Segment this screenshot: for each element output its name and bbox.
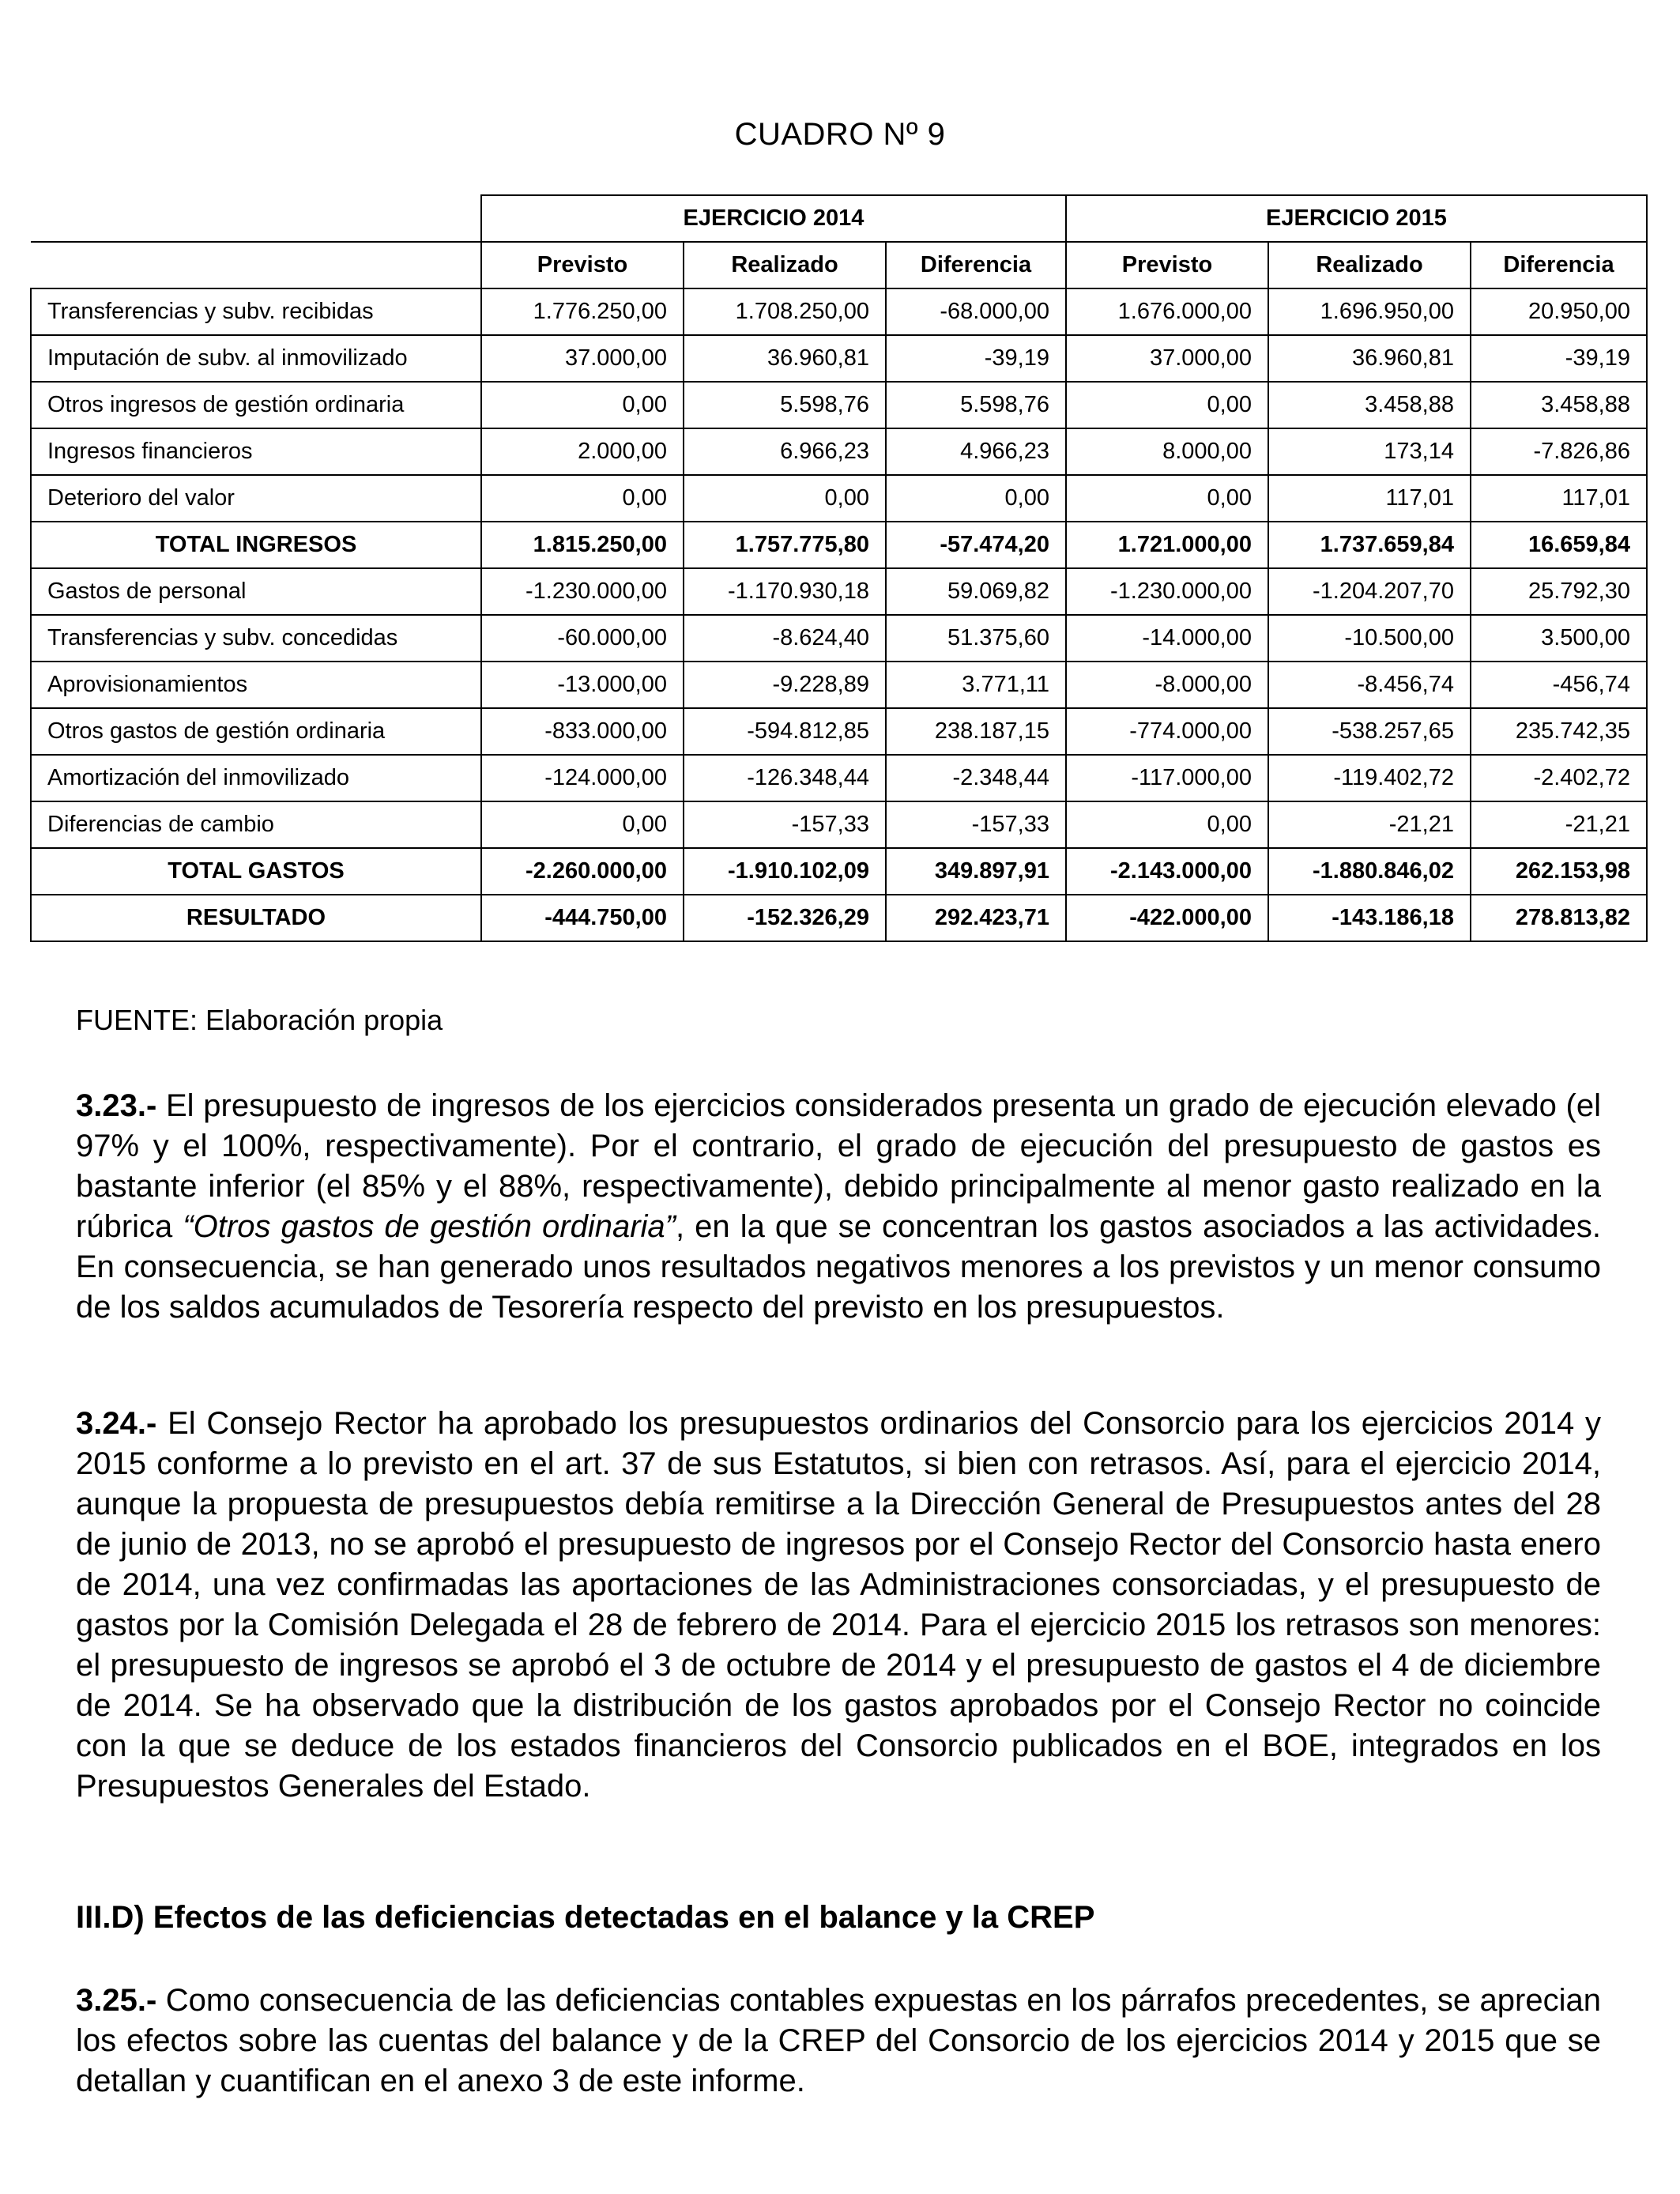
cell-value: -1.170.930,18 (684, 568, 886, 615)
cell-value: -21,21 (1471, 801, 1647, 848)
row-label: Deterioro del valor (31, 475, 481, 522)
row-label: Transferencias y subv. concedidas (31, 615, 481, 662)
row-label: Aprovisionamientos (31, 662, 481, 708)
cell-value: 5.598,76 (886, 382, 1066, 428)
cell-value: 238.187,15 (886, 708, 1066, 755)
cell-value: -833.000,00 (481, 708, 684, 755)
cell-value: -117.000,00 (1066, 755, 1268, 801)
cell-value: -39,19 (1471, 335, 1647, 382)
cell-value: 1.737.659,84 (1268, 522, 1471, 568)
paragraph-number: 3.24.- (76, 1406, 157, 1441)
cell-value: -60.000,00 (481, 615, 684, 662)
sub-header-row (31, 242, 1647, 288)
cell-value: -124.000,00 (481, 755, 684, 801)
cell-value: -1.230.000,00 (1066, 568, 1268, 615)
cell-value: -8.624,40 (684, 615, 886, 662)
row-label: Ingresos financieros (31, 428, 481, 475)
table-row (31, 615, 1647, 662)
cell-value: 1.708.250,00 (684, 288, 886, 335)
cell-value: 117,01 (1268, 475, 1471, 522)
cell-value: 292.423,71 (886, 895, 1066, 941)
paragraph-number: 3.25.- (76, 1983, 157, 2018)
cell-value: 1.757.775,80 (684, 522, 886, 568)
cell-value: -8.000,00 (1066, 662, 1268, 708)
cell-value: 1.696.950,00 (1268, 288, 1471, 335)
table-row (31, 662, 1647, 708)
cell-value: 1.721.000,00 (1066, 522, 1268, 568)
col-header: Diferencia (886, 242, 1066, 288)
cell-value: -1.204.207,70 (1268, 568, 1471, 615)
cell-value: 117,01 (1471, 475, 1647, 522)
paragraph-text: Como consecuencia de las deficiencias contables expuestas en los párrafos precedentes, se aprecian los efectos sobre las cuentas del balance y de la CREP del Consorcio de los ejercicios 2014 y 2015 que se detallan y cuantifican en el anexo 3 de este informe. (76, 1983, 1601, 2098)
cell-value: 59.069,82 (886, 568, 1066, 615)
col-header: Realizado (1268, 242, 1471, 288)
cell-value: -157,33 (684, 801, 886, 848)
row-label: Transferencias y subv. recibidas (31, 288, 481, 335)
cell-value: -152.326,29 (684, 895, 886, 941)
cell-value: -10.500,00 (1268, 615, 1471, 662)
paragraph-italic: “Otros gastos de gestión ordinaria” (183, 1209, 676, 1244)
blank-corner (31, 242, 481, 288)
paragraph-text: El presupuesto de ingresos de los ejercicios considerados presenta un grado de ejecución elevado (el 97% y el 100%, respectivamente). Por el contrario, el grado de ejecución del presupuesto de gastos es bastante inferior (el 85% y el 88%, respectivamente), debido principalmente al menor gasto realizado en la rúbrica (76, 1088, 1601, 1244)
group-header-row (31, 195, 1647, 242)
cell-value: 36.960,81 (1268, 335, 1471, 382)
cell-value: 235.742,35 (1471, 708, 1647, 755)
cell-value: 6.966,23 (684, 428, 886, 475)
group-header-2014: EJERCICIO 2014 (481, 195, 1066, 242)
cell-value: 1.676.000,00 (1066, 288, 1268, 335)
cell-value: 0,00 (886, 475, 1066, 522)
cell-value: -39,19 (886, 335, 1066, 382)
table-row (31, 335, 1647, 382)
table-row (31, 801, 1647, 848)
table-row (31, 288, 1647, 335)
cell-value: 37.000,00 (1066, 335, 1268, 382)
table-row (31, 708, 1647, 755)
col-header: Previsto (1066, 242, 1268, 288)
paragraph-text: El Consejo Rector ha aprobado los presupuestos ordinarios del Consorcio para los ejercicios 2014 y 2015 conforme a lo previsto en el art. 37 de sus Estatutos, si bien con retrasos. Así, para el ejercicio 2014, aunque la propuesta de presupuestos debía remitirse a la Dirección General de Presupuestos antes del 28 de junio de 2013, no se aprobó el presupuesto de ingresos por el Consejo Rector del Consorcio hasta enero de 2014, una vez confirmadas las aportaciones de las Administraciones consorciadas, y el presupuesto de gastos por la Comisión Delegada el 28 de febrero de 2014. Para el ejercicio 2015 los retrasos son menores: el presupuesto de ingresos se aprobó el 3 de octubre de 2014 y el presupuesto de gastos el 4 de diciembre de 2014. Se ha observado que la distribución de los gastos aprobados por el Consejo Rector no coincide con la que se deduce de los estados financieros del Consorcio publicados en el BOE, integrados en los Presupuestos Generales del Estado. (76, 1406, 1601, 1804)
paragraph-3-23 (76, 1086, 1601, 1328)
cell-value: -444.750,00 (481, 895, 684, 941)
row-label: Otros ingresos de gestión ordinaria (31, 382, 481, 428)
cell-value: -456,74 (1471, 662, 1647, 708)
cell-value: -1.880.846,02 (1268, 848, 1471, 895)
paragraph-text: , en la que se concentran los gastos asociados a las actividades. En consecuencia, se han generado unos resultados negativos menores a los previstos y un menor consumo de los saldos acumulados de Tesorería respecto del previsto en los presupuestos. (76, 1209, 1601, 1325)
cell-value: -14.000,00 (1066, 615, 1268, 662)
cell-value: 349.897,91 (886, 848, 1066, 895)
cell-value: 16.659,84 (1471, 522, 1647, 568)
cell-value: 20.950,00 (1471, 288, 1647, 335)
cell-value: 25.792,30 (1471, 568, 1647, 615)
cell-value: -2.260.000,00 (481, 848, 684, 895)
table-row (31, 475, 1647, 522)
cell-value: -1.910.102,09 (684, 848, 886, 895)
row-label: Imputación de subv. al inmovilizado (31, 335, 481, 382)
cell-value: 8.000,00 (1066, 428, 1268, 475)
cell-value: 5.598,76 (684, 382, 886, 428)
cell-value: -422.000,00 (1066, 895, 1268, 941)
cell-value: -143.186,18 (1268, 895, 1471, 941)
cell-value: -8.456,74 (1268, 662, 1471, 708)
cell-value: 51.375,60 (886, 615, 1066, 662)
cell-value: -7.826,86 (1471, 428, 1647, 475)
cell-value: 0,00 (481, 801, 684, 848)
cell-value: 0,00 (1066, 382, 1268, 428)
row-label: Gastos de personal (31, 568, 481, 615)
cell-value: 0,00 (481, 382, 684, 428)
cell-value: 0,00 (1066, 475, 1268, 522)
table-row (31, 568, 1647, 615)
cell-value: 36.960,81 (684, 335, 886, 382)
paragraph-3-25 (76, 1981, 1601, 2102)
cell-value: -119.402,72 (1268, 755, 1471, 801)
blank-corner (31, 195, 481, 242)
cell-value: -2.143.000,00 (1066, 848, 1268, 895)
table-row (31, 895, 1647, 941)
cell-value: -68.000,00 (886, 288, 1066, 335)
cell-value: 1.776.250,00 (481, 288, 684, 335)
cell-value: 1.815.250,00 (481, 522, 684, 568)
cell-value: 0,00 (481, 475, 684, 522)
cell-value: 4.966,23 (886, 428, 1066, 475)
row-label: Otros gastos de gestión ordinaria (31, 708, 481, 755)
cell-value: 3.771,11 (886, 662, 1066, 708)
cell-value: -594.812,85 (684, 708, 886, 755)
cell-value: 278.813,82 (1471, 895, 1647, 941)
row-label: RESULTADO (31, 895, 481, 941)
cell-value: -13.000,00 (481, 662, 684, 708)
table-title: CUADRO Nº 9 (734, 117, 946, 152)
row-label: Amortización del inmovilizado (31, 755, 481, 801)
group-header-2015: EJERCICIO 2015 (1066, 195, 1647, 242)
row-label: TOTAL INGRESOS (31, 522, 481, 568)
cell-value: 2.000,00 (481, 428, 684, 475)
cell-value: 262.153,98 (1471, 848, 1647, 895)
cell-value: -126.348,44 (684, 755, 886, 801)
row-label: TOTAL GASTOS (31, 848, 481, 895)
cell-value: 0,00 (1066, 801, 1268, 848)
table-row (31, 522, 1647, 568)
cell-value: -2.348,44 (886, 755, 1066, 801)
col-header: Previsto (481, 242, 684, 288)
table-row (31, 382, 1647, 428)
cell-value: -538.257,65 (1268, 708, 1471, 755)
paragraph-3-24 (76, 1404, 1601, 1807)
cell-value: -2.402,72 (1471, 755, 1647, 801)
cell-value: 3.500,00 (1471, 615, 1647, 662)
col-header: Diferencia (1471, 242, 1647, 288)
cell-value: -21,21 (1268, 801, 1471, 848)
table-row (31, 848, 1647, 895)
cell-value: -9.228,89 (684, 662, 886, 708)
cell-value: 0,00 (684, 475, 886, 522)
row-label: Diferencias de cambio (31, 801, 481, 848)
table-row (31, 428, 1647, 475)
budget-table (30, 194, 1648, 942)
col-header: Realizado (684, 242, 886, 288)
paragraph-number: 3.23.- (76, 1088, 157, 1123)
section-heading: III.D) Efectos de las deficiencias detectadas en el balance y la CREP (76, 1900, 1095, 1935)
cell-value: 37.000,00 (481, 335, 684, 382)
cell-value: -157,33 (886, 801, 1066, 848)
cell-value: 3.458,88 (1471, 382, 1647, 428)
cell-value: -1.230.000,00 (481, 568, 684, 615)
table-row (31, 755, 1647, 801)
cell-value: 173,14 (1268, 428, 1471, 475)
cell-value: 3.458,88 (1268, 382, 1471, 428)
source-note: FUENTE: Elaboración propia (76, 1004, 443, 1036)
cell-value: -774.000,00 (1066, 708, 1268, 755)
cell-value: -57.474,20 (886, 522, 1066, 568)
